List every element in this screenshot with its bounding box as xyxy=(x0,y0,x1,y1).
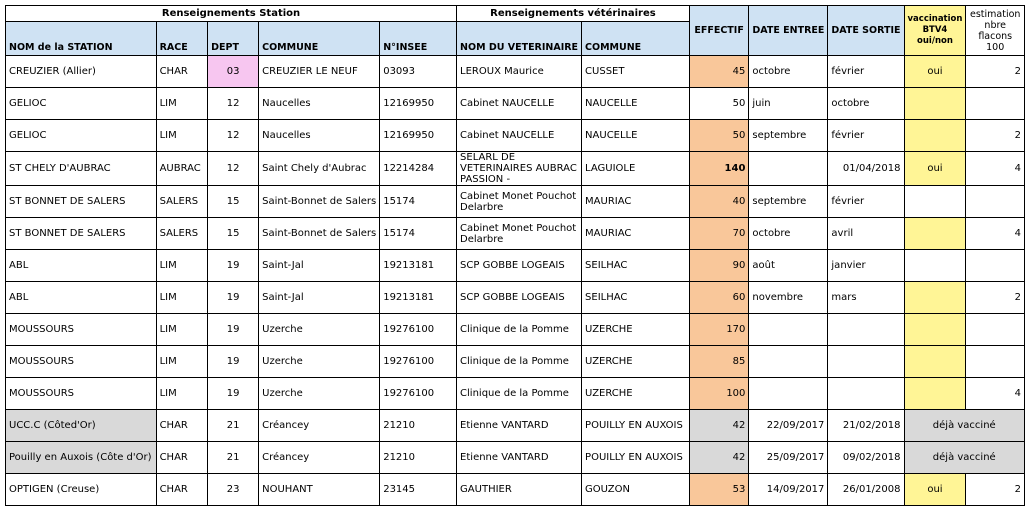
cell-vaccination[interactable]: oui xyxy=(904,474,966,506)
header-vaccination-line2: BTV4 xyxy=(922,25,948,35)
cell-effectif[interactable]: 50 xyxy=(689,88,749,120)
cell-dept[interactable]: 19 xyxy=(208,250,259,282)
cell-date-sortie[interactable] xyxy=(828,314,904,346)
cell-station[interactable]: GELIOC xyxy=(6,120,157,152)
cell-commune[interactable]: NOUHANT xyxy=(259,474,380,506)
cell-vet[interactable]: Cabinet Monet Pouchot Delarbre xyxy=(457,186,582,218)
group-header-row xyxy=(6,6,1025,22)
cell-dept[interactable]: 12 xyxy=(208,152,259,186)
cell-date-entree[interactable]: octobre xyxy=(749,56,828,88)
cell-estimation[interactable] xyxy=(966,346,1025,378)
cell-vet-commune[interactable]: SEILHAC xyxy=(582,282,690,314)
header-vet-commune[interactable]: COMMUNE xyxy=(582,22,690,56)
cell-insee[interactable]: 19276100 xyxy=(380,346,457,378)
cell-date-sortie[interactable]: mars xyxy=(828,282,904,314)
cell-date-entree[interactable] xyxy=(749,378,828,410)
cell-vet-commune[interactable]: UZERCHE xyxy=(582,378,690,410)
table-row xyxy=(6,410,1025,442)
cell-dept[interactable]: 12 xyxy=(208,88,259,120)
cell-race[interactable]: CHAR xyxy=(156,474,208,506)
cell-vet[interactable]: Cabinet NAUCELLE xyxy=(457,120,582,152)
header-estimation-line3: flacons 100 xyxy=(978,30,1013,53)
cell-commune[interactable]: Saint-Bonnet de Salers xyxy=(259,218,380,250)
header-date-entree[interactable]: DATE ENTREE xyxy=(749,6,828,56)
cell-vet[interactable]: Clinique de la Pomme xyxy=(457,314,582,346)
header-vet[interactable]: NOM DU VETERINAIRE xyxy=(457,22,582,56)
cell-vet-commune[interactable]: CUSSET xyxy=(582,56,690,88)
cell-vet-commune[interactable]: SEILHAC xyxy=(582,250,690,282)
cell-estimation[interactable] xyxy=(966,314,1025,346)
cell-date-sortie[interactable]: 21/02/2018 xyxy=(828,410,904,442)
cell-insee[interactable]: 15174 xyxy=(380,186,457,218)
cell-vet[interactable]: Etienne VANTARD xyxy=(457,410,582,442)
cell-commune[interactable]: Créancey xyxy=(259,442,380,474)
cell-dept[interactable]: 21 xyxy=(208,410,259,442)
cell-vet-commune[interactable]: POUILLY EN AUXOIS xyxy=(582,442,690,474)
cell-vet-commune[interactable]: LAGUIOLE xyxy=(582,152,690,186)
cell-insee[interactable]: 19213181 xyxy=(380,282,457,314)
cell-date-sortie[interactable]: 01/04/2018 xyxy=(828,152,904,186)
cell-date-sortie[interactable]: 26/01/2008 xyxy=(828,474,904,506)
cell-effectif[interactable]: 40 xyxy=(689,186,749,218)
cell-race[interactable]: LIM xyxy=(156,378,208,410)
header-dept[interactable]: DEPT xyxy=(208,22,259,56)
cell-insee[interactable]: 12214284 xyxy=(380,152,457,186)
header-effectif[interactable]: EFFECTIF xyxy=(689,6,749,56)
cell-vet[interactable]: SCP GOBBE LOGEAIS xyxy=(457,282,582,314)
header-vaccination-line3: oui/non xyxy=(917,36,953,46)
cell-vaccination[interactable]: oui xyxy=(904,152,966,186)
cell-vet-commune[interactable]: UZERCHE xyxy=(582,346,690,378)
cell-date-entree[interactable]: juin xyxy=(749,88,828,120)
cell-date-entree[interactable]: 14/09/2017 xyxy=(749,474,828,506)
cell-vet-commune[interactable]: POUILLY EN AUXOIS xyxy=(582,410,690,442)
cell-vet-commune[interactable]: NAUCELLE xyxy=(582,120,690,152)
header-estimation[interactable] xyxy=(966,6,1025,56)
cell-station[interactable]: ST CHELY D'AUBRAC xyxy=(6,152,157,186)
cell-date-entree[interactable]: août xyxy=(749,250,828,282)
cell-dept[interactable]: 15 xyxy=(208,218,259,250)
cell-effectif[interactable]: 140 xyxy=(689,152,749,186)
spreadsheet-table xyxy=(5,5,1025,506)
header-insee[interactable]: N°INSEE xyxy=(380,22,457,56)
cell-effectif[interactable]: 90 xyxy=(689,250,749,282)
cell-station[interactable]: ABL xyxy=(6,282,157,314)
cell-commune[interactable]: Saint-Bonnet de Salers xyxy=(259,186,380,218)
table-row xyxy=(6,218,1025,250)
cell-station[interactable]: MOUSSOURS xyxy=(6,378,157,410)
cell-station[interactable]: ABL xyxy=(6,250,157,282)
cell-vaccination[interactable] xyxy=(904,314,966,346)
cell-dept[interactable]: 23 xyxy=(208,474,259,506)
cell-vet[interactable]: Clinique de la Pomme xyxy=(457,378,582,410)
cell-race[interactable]: SALERS xyxy=(156,218,208,250)
cell-date-entree[interactable]: 22/09/2017 xyxy=(749,410,828,442)
cell-insee[interactable]: 19276100 xyxy=(380,378,457,410)
cell-vet-commune[interactable]: NAUCELLE xyxy=(582,88,690,120)
cell-vaccination[interactable] xyxy=(904,218,966,250)
cell-date-entree[interactable] xyxy=(749,152,828,186)
cell-commune[interactable]: Saint Chely d'Aubrac xyxy=(259,152,380,186)
cell-vet-commune[interactable]: GOUZON xyxy=(582,474,690,506)
cell-station[interactable]: UCC.C (Côted'Or) xyxy=(6,410,157,442)
cell-date-entree[interactable] xyxy=(749,314,828,346)
header-vaccination[interactable] xyxy=(904,6,966,56)
header-vaccination-line1: vaccination xyxy=(907,14,963,24)
cell-station[interactable]: CREUZIER (Allier) xyxy=(6,56,157,88)
cell-dept[interactable]: 03 xyxy=(208,56,259,88)
cell-commune[interactable]: Uzerche xyxy=(259,346,380,378)
table-row xyxy=(6,378,1025,410)
cell-vet[interactable]: Clinique de la Pomme xyxy=(457,346,582,378)
table-row xyxy=(6,282,1025,314)
cell-dept[interactable]: 12 xyxy=(208,120,259,152)
cell-estimation[interactable] xyxy=(966,250,1025,282)
table-row xyxy=(6,120,1025,152)
cell-vet-commune[interactable]: MAURIAC xyxy=(582,186,690,218)
cell-dept[interactable]: 21 xyxy=(208,442,259,474)
cell-station[interactable]: MOUSSOURS xyxy=(6,314,157,346)
cell-station[interactable]: OPTIGEN (Creuse) xyxy=(6,474,157,506)
cell-effectif[interactable]: 170 xyxy=(689,314,749,346)
cell-estimation[interactable]: 2 xyxy=(966,474,1025,506)
cell-vaccination[interactable]: oui xyxy=(904,56,966,88)
cell-insee[interactable]: 03093 xyxy=(380,56,457,88)
cell-insee[interactable]: 19276100 xyxy=(380,314,457,346)
table-row xyxy=(6,346,1025,378)
header-race[interactable]: RACE xyxy=(156,22,208,56)
cell-race[interactable]: LIM xyxy=(156,88,208,120)
cell-date-entree[interactable]: septembre xyxy=(749,186,828,218)
cell-commune[interactable]: CREUZIER LE NEUF xyxy=(259,56,380,88)
cell-vaccination[interactable] xyxy=(904,282,966,314)
cell-date-entree[interactable]: novembre xyxy=(749,282,828,314)
cell-insee[interactable]: 12169950 xyxy=(380,88,457,120)
cell-race[interactable]: CHAR xyxy=(156,442,208,474)
cell-date-sortie[interactable]: octobre xyxy=(828,88,904,120)
cell-commune[interactable]: Saint-Jal xyxy=(259,282,380,314)
cell-vaccination[interactable] xyxy=(904,250,966,282)
table-row xyxy=(6,56,1025,88)
cell-dept[interactable]: 15 xyxy=(208,186,259,218)
cell-vaccination[interactable] xyxy=(904,346,966,378)
cell-insee[interactable]: 21210 xyxy=(380,410,457,442)
cell-date-entree[interactable]: octobre xyxy=(749,218,828,250)
cell-effectif[interactable]: 100 xyxy=(689,378,749,410)
cell-station[interactable]: ST BONNET DE SALERS xyxy=(6,218,157,250)
group-station-header[interactable]: Renseignements Station xyxy=(6,6,457,22)
cell-race[interactable]: SALERS xyxy=(156,186,208,218)
cell-vaccination[interactable] xyxy=(904,378,966,410)
cell-vaccination[interactable] xyxy=(904,120,966,152)
cell-date-sortie[interactable]: janvier xyxy=(828,250,904,282)
cell-date-sortie[interactable] xyxy=(828,378,904,410)
cell-vet[interactable]: Cabinet Monet Pouchot Delarbre xyxy=(457,218,582,250)
cell-vet-commune[interactable]: MAURIAC xyxy=(582,218,690,250)
cell-race[interactable]: AUBRAC xyxy=(156,152,208,186)
cell-date-entree[interactable] xyxy=(749,346,828,378)
group-vet-header[interactable]: Renseignements vétérinaires xyxy=(457,6,690,22)
cell-race[interactable]: LIM xyxy=(156,120,208,152)
cell-effectif[interactable]: 50 xyxy=(689,120,749,152)
cell-date-entree[interactable]: septembre xyxy=(749,120,828,152)
cell-estimation[interactable]: 4 xyxy=(966,218,1025,250)
cell-race[interactable]: LIM xyxy=(156,282,208,314)
table-row xyxy=(6,186,1025,218)
cell-estimation[interactable]: 4 xyxy=(966,378,1025,410)
cell-race[interactable]: CHAR xyxy=(156,56,208,88)
cell-vaccination[interactable] xyxy=(904,186,966,218)
cell-vet[interactable]: Cabinet NAUCELLE xyxy=(457,88,582,120)
cell-date-sortie[interactable]: février xyxy=(828,120,904,152)
cell-dept[interactable]: 19 xyxy=(208,282,259,314)
cell-station[interactable]: Pouilly en Auxois (Côte d'Or) xyxy=(6,442,157,474)
header-station[interactable]: NOM de la STATION xyxy=(6,22,157,56)
cell-race[interactable]: CHAR xyxy=(156,410,208,442)
cell-race[interactable]: LIM xyxy=(156,314,208,346)
cell-commune[interactable]: Uzerche xyxy=(259,314,380,346)
cell-estimation[interactable]: 2 xyxy=(966,120,1025,152)
cell-date-sortie[interactable]: avril xyxy=(828,218,904,250)
cell-dept[interactable]: 19 xyxy=(208,314,259,346)
table-row xyxy=(6,474,1025,506)
cell-race[interactable]: LIM xyxy=(156,250,208,282)
cell-date-sortie[interactable] xyxy=(828,346,904,378)
cell-estimation[interactable] xyxy=(966,186,1025,218)
cell-station[interactable]: GELIOC xyxy=(6,88,157,120)
cell-insee[interactable]: 15174 xyxy=(380,218,457,250)
cell-vet-commune[interactable]: UZERCHE xyxy=(582,314,690,346)
cell-station[interactable]: MOUSSOURS xyxy=(6,346,157,378)
cell-insee[interactable]: 12169950 xyxy=(380,120,457,152)
cell-estimation[interactable] xyxy=(966,88,1025,120)
cell-effectif[interactable]: 42 xyxy=(689,442,749,474)
cell-commune[interactable]: Uzerche xyxy=(259,378,380,410)
cell-estimation[interactable]: 2 xyxy=(966,282,1025,314)
cell-vet[interactable]: Etienne VANTARD xyxy=(457,442,582,474)
header-date-sortie[interactable]: DATE SORTIE xyxy=(828,6,904,56)
cell-date-sortie[interactable]: février xyxy=(828,186,904,218)
cell-vet[interactable]: LEROUX Maurice xyxy=(457,56,582,88)
cell-race[interactable]: LIM xyxy=(156,346,208,378)
cell-vet[interactable]: SELARL DE VETERINAIRES AUBRAC PASSION - xyxy=(457,152,582,186)
table-row xyxy=(6,250,1025,282)
cell-vaccination[interactable]: déjà vacciné xyxy=(904,442,1025,474)
cell-effectif[interactable]: 53 xyxy=(689,474,749,506)
cell-effectif[interactable]: 60 xyxy=(689,282,749,314)
cell-date-entree[interactable]: 25/09/2017 xyxy=(749,442,828,474)
cell-dept[interactable]: 19 xyxy=(208,378,259,410)
cell-vaccination[interactable]: déjà vacciné xyxy=(904,410,1025,442)
cell-estimation[interactable]: 2 xyxy=(966,56,1025,88)
cell-date-sortie[interactable]: 09/02/2018 xyxy=(828,442,904,474)
cell-commune[interactable]: Naucelles xyxy=(259,120,380,152)
table-row xyxy=(6,88,1025,120)
cell-vet[interactable]: GAUTHIER xyxy=(457,474,582,506)
table-row xyxy=(6,442,1025,474)
cell-effectif[interactable]: 85 xyxy=(689,346,749,378)
cell-commune[interactable]: Saint-Jal xyxy=(259,250,380,282)
cell-insee[interactable]: 23145 xyxy=(380,474,457,506)
table-row xyxy=(6,152,1025,186)
header-estimation-line2: nbre xyxy=(984,19,1007,31)
header-estimation-line1: estimation xyxy=(970,8,1021,20)
cell-insee[interactable]: 21210 xyxy=(380,442,457,474)
cell-commune[interactable]: Naucelles xyxy=(259,88,380,120)
cell-effectif[interactable]: 70 xyxy=(689,218,749,250)
cell-commune[interactable]: Créancey xyxy=(259,410,380,442)
cell-dept[interactable]: 19 xyxy=(208,346,259,378)
cell-insee[interactable]: 19213181 xyxy=(380,250,457,282)
cell-station[interactable]: ST BONNET DE SALERS xyxy=(6,186,157,218)
cell-estimation[interactable]: 4 xyxy=(966,152,1025,186)
header-commune[interactable]: COMMUNE xyxy=(259,22,380,56)
table-row xyxy=(6,314,1025,346)
cell-date-sortie[interactable]: février xyxy=(828,56,904,88)
cell-effectif[interactable]: 45 xyxy=(689,56,749,88)
cell-vaccination[interactable] xyxy=(904,88,966,120)
cell-vet[interactable]: SCP GOBBE LOGEAIS xyxy=(457,250,582,282)
cell-effectif[interactable]: 42 xyxy=(689,410,749,442)
